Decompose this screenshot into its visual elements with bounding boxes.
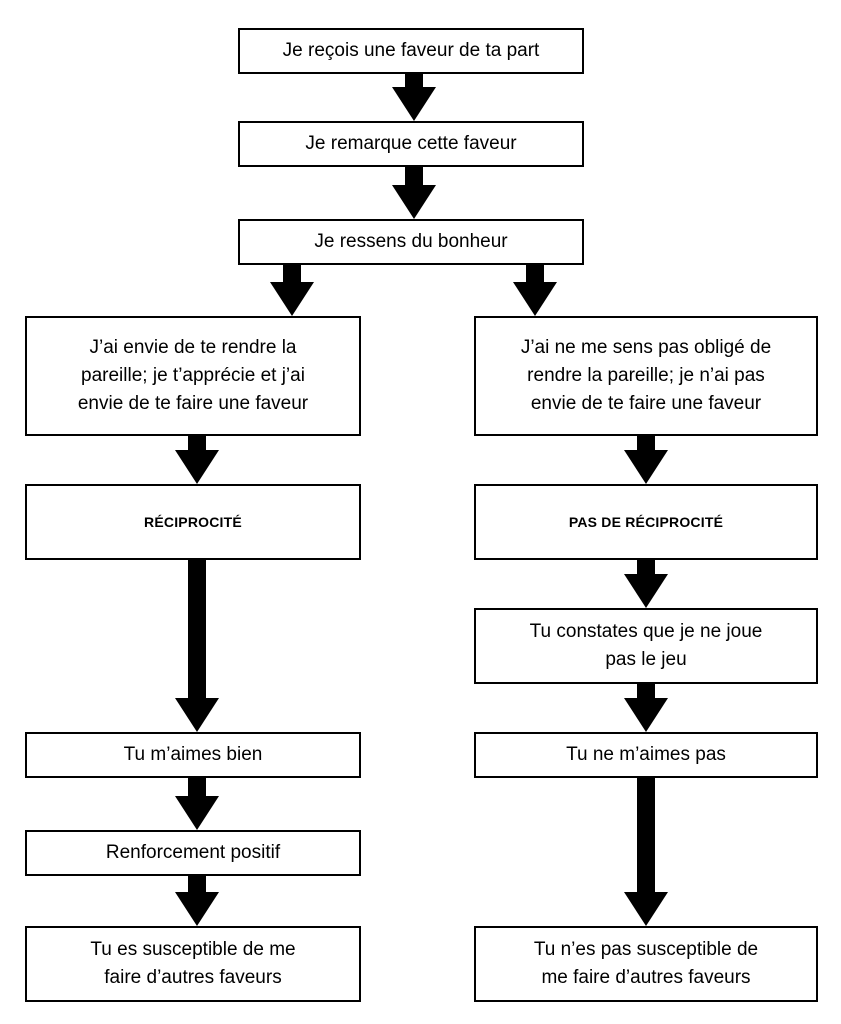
arrow-right-branch-to-no-reciprocity bbox=[624, 436, 668, 484]
node-want-to-reciprocate: J’ai envie de te rendre la pareille; je t’apprécie et j’ai envie de te faire une faveur bbox=[25, 316, 361, 436]
node-you-dont-like-me: Tu ne m’aimes pas bbox=[474, 732, 818, 778]
node-notice-favor: Je remarque cette faveur bbox=[238, 121, 584, 167]
arrow-happiness-to-left-branch bbox=[270, 265, 314, 316]
node-receive-favor: Je reçois une faveur de ta part bbox=[238, 28, 584, 74]
node-likely-more-favors: Tu es susceptible de me faire d’autres faveurs bbox=[25, 926, 361, 1002]
arrow-you-notice-to-you-dont-like-me bbox=[624, 684, 668, 732]
arrow-reinforcement-to-likely-favors bbox=[175, 876, 219, 926]
arrow-left-branch-to-reciprocity bbox=[175, 436, 219, 484]
node-you-notice-not-playing: Tu constates que je ne joue pas le jeu bbox=[474, 608, 818, 684]
arrow-no-reciprocity-to-you-notice bbox=[624, 560, 668, 608]
node-you-like-me: Tu m’aimes bien bbox=[25, 732, 361, 778]
node-no-obligation: J’ai ne me sens pas obligé de rendre la pareille; je n’ai pas envie de te faire une faveur bbox=[474, 316, 818, 436]
arrow-happiness-to-right-branch bbox=[513, 265, 557, 316]
node-feel-happiness: Je ressens du bonheur bbox=[238, 219, 584, 265]
arrow-receive-to-notice bbox=[392, 74, 436, 121]
node-no-reciprocity: PAS DE RÉCIPROCITÉ bbox=[474, 484, 818, 560]
node-positive-reinforcement: Renforcement positif bbox=[25, 830, 361, 876]
arrow-reciprocity-to-you-like-me bbox=[175, 560, 219, 732]
arrow-notice-to-happiness bbox=[392, 167, 436, 219]
arrow-you-like-me-to-reinforcement bbox=[175, 778, 219, 830]
arrow-you-dont-like-me-to-unlikely-favors bbox=[624, 778, 668, 926]
node-unlikely-more-favors: Tu n’es pas susceptible de me faire d’autres faveurs bbox=[474, 926, 818, 1002]
node-reciprocity: RÉCIPROCITÉ bbox=[25, 484, 361, 560]
